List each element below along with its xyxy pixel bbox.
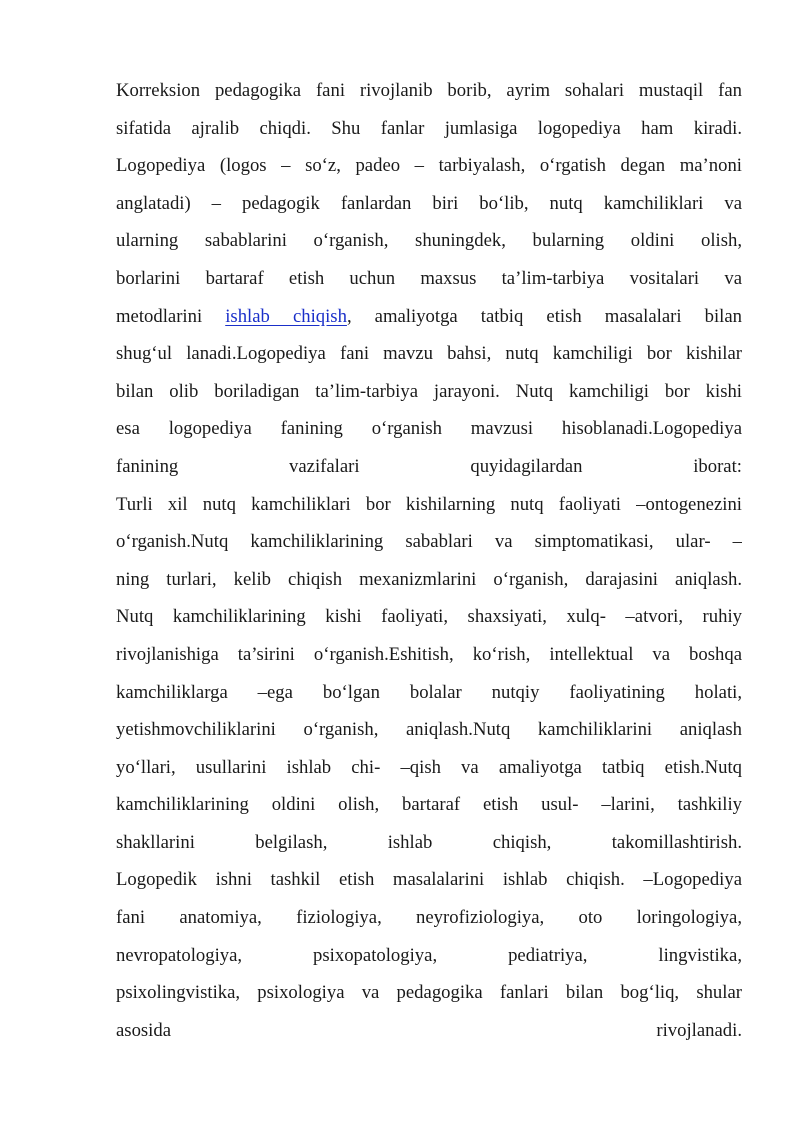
text-line: Turli xil nutq kamchiliklari bor kishilarning nutq faoliyati –ontogenezini xyxy=(116,493,742,515)
text-line: shug‘ul lanadi.Logopediya fani mavzu bahsi, nutq kamchiligi bor kishilar xyxy=(116,343,742,365)
text-line: Nutq kamchiliklarining kishi faoliyati, shaxsiyati, xulq- –atvori, ruhiy xyxy=(116,606,742,628)
text-line: o‘rganish.Nutq kamchiliklarining sabablari va simptomatikasi, ular- – xyxy=(116,531,742,553)
text-line: ning turlari, kelib chiqish mexanizmlarini o‘rganish, darajasini aniqlash. xyxy=(116,568,742,590)
text-line: kamchiliklarga –ega bo‘lgan bolalar nutqiy faoliyatining holati, xyxy=(116,681,742,703)
text-segment: , amaliyotga tatbiq etish masalalari bilan xyxy=(346,305,742,327)
text-line: Logopediya (logos – so‘z, padeo – tarbiyalash, o‘rgatish degan ma’noni xyxy=(116,155,742,177)
text-line: rivojlanishiga ta’sirini o‘rganish.Eshitish, ko‘rish, intellektual va boshqa xyxy=(116,643,742,665)
ishlab-chiqish-link[interactable]: ishlab chiqish xyxy=(225,305,347,327)
text-line: anglatadi) – pedagogik fanlardan biri bo‘lib, nutq kamchiliklari va xyxy=(116,192,742,214)
text-line: borlarini bartaraf etish uchun maxsus ta’lim-tarbiya vositalari va xyxy=(116,267,742,289)
text-line: fani anatomiya, fiziologiya, neyrofiziologiya, oto loringologiya, xyxy=(116,907,742,929)
text-segment: metodlarini xyxy=(116,305,226,327)
text-line: esa logopediya fanining o‘rganish mavzusi hisoblanadi.Logopediya xyxy=(116,418,742,440)
text-line: sifatida ajralib chiqdi. Shu fanlar jumlasiga logopediya ham kiradi. xyxy=(116,117,742,139)
text-line: ularning sabablarini o‘rganish, shuningdek, bularning oldini olish, xyxy=(116,230,742,252)
document-body xyxy=(116,72,742,1049)
text-line: kamchiliklarining oldini olish, bartaraf etish usul- –larini, tashkiliy xyxy=(116,794,742,816)
text-line: asosida rivojlanadi. xyxy=(116,1019,742,1041)
text-line: Korreksion pedagogika fani rivojlanib borib, ayrim sohalari mustaqil fan xyxy=(116,80,742,101)
text-line-with-link xyxy=(116,298,742,336)
text-line: bilan olib boriladigan ta’lim-tarbiya jarayoni. Nutq kamchiligi bor kishi xyxy=(116,380,742,402)
text-line: psixolingvistika, psixologiya va pedagogika fanlari bilan bog‘liq, shular xyxy=(116,982,742,1004)
text-line: yo‘llari, usullarini ishlab chi- –qish va amaliyotga tatbiq etish.Nutq xyxy=(116,756,742,778)
text-line: nevropatologiya, psixopatologiya, pediatriya, lingvistika, xyxy=(116,944,742,966)
text-line: Logopedik ishni tashkil etish masalalarini ishlab chiqish. –Logopediya xyxy=(116,869,742,891)
text-line: shakllarini belgilash, ishlab chiqish, takomillashtirish. xyxy=(116,831,742,853)
text-line: fanining vazifalari quyidagilardan iborat: xyxy=(116,455,742,477)
text-line: yetishmovchiliklarini o‘rganish, aniqlash.Nutq kamchiliklarini aniqlash xyxy=(116,719,742,741)
